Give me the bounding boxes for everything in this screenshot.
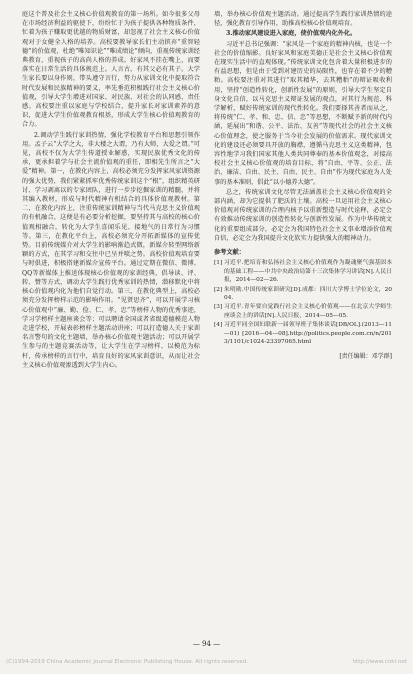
reference-text: 习近平.青年要自觉践行社会主义核心价值观——在北京大学师生座谈会上的讲话[N].人民日报，2014—05—05. [224,304,392,319]
reference-number: [1] [214,260,223,267]
left-column [22,10,200,371]
body-paragraph: 墙，举办核心价值观主题活动。通过提高学生践行家训热情的途径，强化教育引导作用，助推高校核心价值观培育。 [214,11,392,28]
reference-number: [4] [214,322,223,329]
copyright-text: (C)1994-2019 China Academic Journal Electronic Publishing House. All rights reserved. [6,659,249,665]
reference-text: 习近平同全国妇联新一届领导班子集体谈话[DB/OL].(2013—11—01) [2016—04—08].http://politics.people.com.cn/n/2013/1101/c1024-23397065.html [224,322,392,345]
body-paragraph: 庭这个普及社会主义核心价值观教育的第一场所。如今很多父母在市场经济利益的驱使下，纷纷忙于为孩子提供各种物质条件，忙着为孩子赚取更优越的物质财富，却忽视了社会主义核心价值观对于女健全人格的培养。高校要教导家长们主动摈弃“重智轻德”的价值观，杜绝“唯知识论”“唯成绩论”倾向，重视传统家训经典教育，重视孩子的高尚人格的养成。好家风不挂在嘴上，而要落实在日常生活的具体规范上。人言古，有其父必有其子。大学生家长要以身作则，带头遵守言行，努力从家训文化中提取符合时代发展和民族精神的要义，率先垂范积极践行社会主义核心价值观，引导大学生增进对国家、对民族、对社会的认同感、责任感。高校要注重以家庭与学校结合，提升家长对家训素养的意识，促进大学生价值观教育根基，形成大学生核心价值观教育的合力。 [22,11,200,129]
references-title: 参考文献： [214,249,245,257]
body-paragraph: 2.调动学生践行家训热情，强化学校教育平台和思想引领作用。孟子云“大学之大，非大楼之大谓，乃有大师，大爱之谓。”可见，高校不仅为大学生传道授业解惑，实现民族优秀文化的传承，更承担着学与社会主流价值观的重任，即相先生所言之“大爱”精神。第一，在教化内容上，高校必须充分发挥家风家训资源的强大优势，我们紧紧抓牢优秀传统家训这个“根”，组织精英研讨、学习剥离以的专家团队，进行一步步挖掘家训的精髓，并将其编入教材，形成与时代精神有机结合的具体价值观教材。第二，在教化内容上，注重传统家训精神与当代马克思主义价值观的有机融合，这便是有必要分析挖掘，要坚持其与高校的核心价值观相融合，转化为大学生喜闻乐见、接地气的日常行为习惯等。第三，在教化平台上，高校必须充分开拓新媒体的宣传优势。目前传统媒介对大学生的影响渐趋式微，新媒介转型网络新颖的方式，在其学习和交往中已呈并喷之势。高校价值观培育要与时俱进，积极搭建新媒介宣传平台。通过定期在微信、微博、QQ等新媒体上推送体现核心价值观的家训经典，倡导读、评、转、赞等方式，调动大学生践行优秀家训的热情，潜移默化中将核心价值观内化为他们自觉行动。第三，在教化典型上，高校必须充分发挥榜样示范的影响作用。“见贤思齐”，可以开展学习核心价值观中“廉、勤、俭、仁、孝、忠”等榜样人物的优秀事迹，学习学榜样主题座谈会等；可以聘请全国或者省级道德模范人物走进学校，开展表彰榜样主题活动讲座；可以打造德人关于家训名言警句的文化主题墙，举办核心价值观主题活动；可以开展学生参与的主题竞赛活动等，让大学生在学习榜样、以模范为标杆，传承榜样的言行中，培育良好的家风家训意识，从而让社会主义核心价值观渗透到大学生内心。 [22,131,200,369]
right-column [214,10,392,363]
page-number: — 94 — [192,640,221,648]
footer [6,659,407,665]
editor-note: [责任编辑：邓学群] [339,353,392,361]
reference-item [214,259,392,284]
reference-number: [2] [214,286,223,293]
reference-text: 习近平.把培育和弘扬社会主义核心价值观作为凝魂聚气强基固本的基础工程——中共中央政治局第十三次集体学习讲话[N].人民日报，2014—02—26. [224,260,392,284]
footer-url: http://www.cnki.net [352,659,407,665]
reference-number: [3] [214,304,223,311]
body-paragraph: 习近平总书记强调：“家风是一个家庭的精神内核，也是一个社会的价值缩影。良好家风和家庭美德正是社会主义核心价值观在现实生活中的直观体现。”传统家训文化包含着大量积极进步的有益思想，但是由于受到对建历史的局限性，也存在着不少的糟粕。高校要注重对其进行“取其精华，去其糟粕”的辩证吸收利用，坚持“创造性转化，创新性发展”的原则，引导大学生坚定自身文化自信，以马克思主义辩证发展的观点，对其行为规范、科学解析，赋好传统家训的现代性转化。我们要择其善者而从之，将传统“仁、孝、和、忠、信、忠”等思想，不断赋予新的时代内涵，延展出“和谐、公平、法治、友善”等现代社会的社会主义核心价值理念，使之服务于当今社会发展的价值需求。现代家训文化的建设还必须要具开放的胸襟，遵循马克思主义这类精神，包容性地学习我们国家其他人类共同尊奉的基本价值观念，对接高校社会主义核心价值观的培育目标，将“自由、平等、公正、法治、廉洁、自由、民主、自由、民主、自由”作为现代家庭为人处事的基本准则，倡此“以小德养大德”。 [214,40,392,186]
body-paragraph: 总之，传统家训文化尽管无法涵盖社会主义核心价值观的全部内涵，却为它提供了肥沃的土壤。高校一旦运用社会主义核心价值观对传统家训的合理内核予以重新塑造与时代诠释，必定会有效推动传统家训的创造性转化与创新性发展。作为中华传统文化的重要组成部分，必定会为我国特色社会主义事业增添价值观自信，必定会为我国提升文化软实力提供强大的精神动力。 [214,188,392,242]
reference-item [214,321,392,346]
reference-text: 朱明勋.中国传统家训研究[D].成都：四川大学博士学位论文，2004. [224,286,392,301]
section-heading: 3.推动家风建设进入家庭，使价值观内化外化。 [226,30,357,38]
reference-item [214,303,392,320]
reference-item [214,286,392,303]
